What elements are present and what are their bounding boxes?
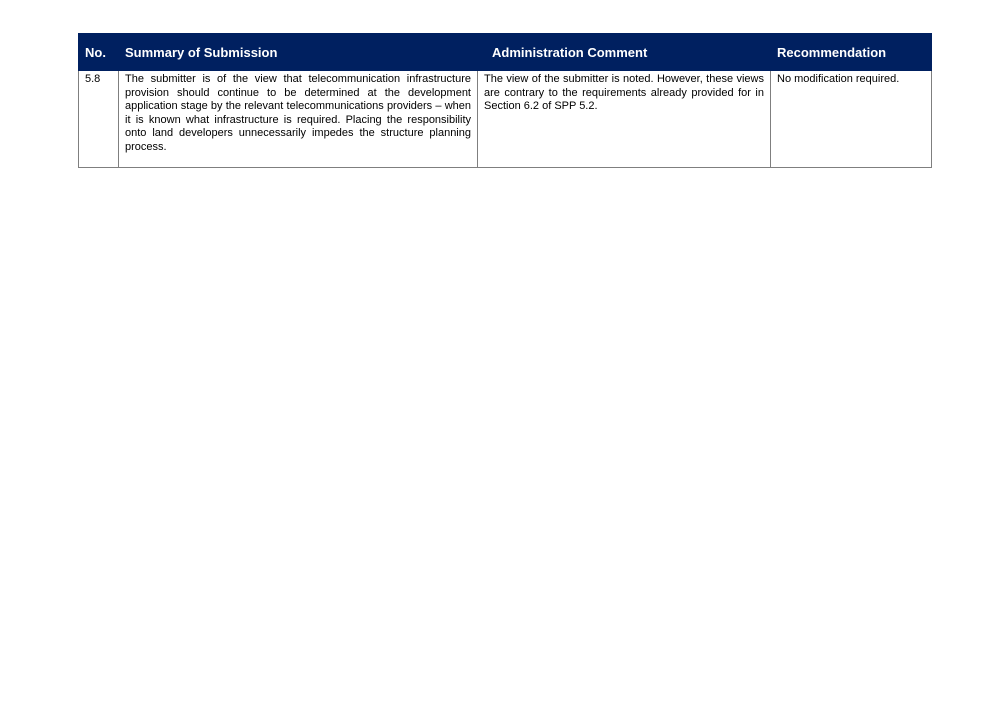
cell-recommendation: No modification required.	[771, 71, 932, 168]
header-no: No.	[79, 34, 119, 71]
header-comment: Administration Comment	[478, 34, 771, 71]
submissions-table	[78, 33, 932, 168]
table-header-row	[79, 34, 932, 71]
cell-comment: The view of the submitter is noted. However, these views are contrary to the requirements already provided for in Section 6.2 of SPP 5.2.	[478, 71, 771, 168]
header-summary: Summary of Submission	[119, 34, 478, 71]
cell-no: 5.8	[79, 71, 119, 168]
header-recommendation: Recommendation	[771, 34, 932, 71]
table-row	[79, 71, 932, 168]
cell-summary: The submitter is of the view that telecommunication infrastructure provision should continue to be determined at the development application stage by the relevant telecommunications providers – when it is known what infrastructure is required. Placing the responsibility onto land developers unnecessarily impedes the structure planning process.	[119, 71, 478, 168]
